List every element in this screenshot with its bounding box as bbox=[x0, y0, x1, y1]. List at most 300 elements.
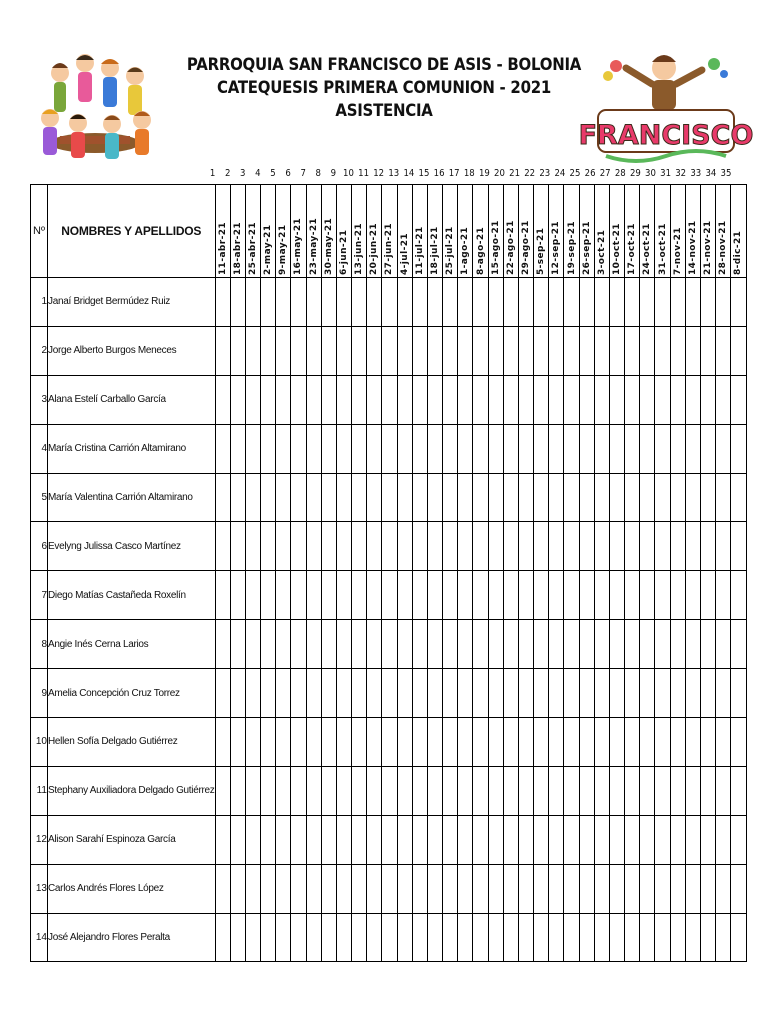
attendance-cell[interactable] bbox=[731, 913, 746, 962]
attendance-cell[interactable] bbox=[427, 375, 442, 424]
attendance-cell[interactable] bbox=[685, 913, 700, 962]
attendance-cell[interactable] bbox=[412, 669, 427, 718]
attendance-cell[interactable] bbox=[503, 473, 518, 522]
attendance-cell[interactable] bbox=[655, 620, 670, 669]
attendance-cell[interactable] bbox=[731, 473, 746, 522]
attendance-cell[interactable] bbox=[367, 669, 382, 718]
attendance-cell[interactable] bbox=[336, 913, 351, 962]
attendance-cell[interactable] bbox=[625, 522, 640, 571]
attendance-cell[interactable] bbox=[245, 326, 260, 375]
attendance-cell[interactable] bbox=[397, 718, 412, 767]
attendance-cell[interactable] bbox=[716, 326, 731, 375]
attendance-cell[interactable] bbox=[701, 473, 716, 522]
attendance-cell[interactable] bbox=[564, 326, 579, 375]
attendance-cell[interactable] bbox=[473, 864, 488, 913]
attendance-cell[interactable] bbox=[352, 864, 367, 913]
attendance-cell[interactable] bbox=[518, 864, 533, 913]
attendance-cell[interactable] bbox=[670, 278, 685, 327]
attendance-cell[interactable] bbox=[564, 473, 579, 522]
attendance-cell[interactable] bbox=[534, 522, 549, 571]
attendance-cell[interactable] bbox=[397, 571, 412, 620]
attendance-cell[interactable] bbox=[458, 815, 473, 864]
attendance-cell[interactable] bbox=[367, 522, 382, 571]
attendance-cell[interactable] bbox=[534, 815, 549, 864]
attendance-cell[interactable] bbox=[685, 326, 700, 375]
attendance-cell[interactable] bbox=[518, 278, 533, 327]
attendance-cell[interactable] bbox=[291, 620, 306, 669]
attendance-cell[interactable] bbox=[518, 913, 533, 962]
attendance-cell[interactable] bbox=[685, 815, 700, 864]
attendance-cell[interactable] bbox=[367, 473, 382, 522]
attendance-cell[interactable] bbox=[564, 620, 579, 669]
attendance-cell[interactable] bbox=[352, 913, 367, 962]
attendance-cell[interactable] bbox=[473, 718, 488, 767]
attendance-cell[interactable] bbox=[427, 571, 442, 620]
attendance-cell[interactable] bbox=[685, 473, 700, 522]
attendance-cell[interactable] bbox=[549, 424, 564, 473]
attendance-cell[interactable] bbox=[245, 278, 260, 327]
attendance-cell[interactable] bbox=[215, 718, 230, 767]
attendance-cell[interactable] bbox=[306, 473, 321, 522]
attendance-cell[interactable] bbox=[336, 473, 351, 522]
attendance-cell[interactable] bbox=[640, 522, 655, 571]
attendance-cell[interactable] bbox=[503, 375, 518, 424]
attendance-cell[interactable] bbox=[579, 571, 594, 620]
attendance-cell[interactable] bbox=[458, 375, 473, 424]
attendance-cell[interactable] bbox=[701, 620, 716, 669]
attendance-cell[interactable] bbox=[488, 473, 503, 522]
attendance-cell[interactable] bbox=[685, 571, 700, 620]
attendance-cell[interactable] bbox=[549, 375, 564, 424]
attendance-cell[interactable] bbox=[625, 375, 640, 424]
attendance-cell[interactable] bbox=[564, 424, 579, 473]
attendance-cell[interactable] bbox=[625, 571, 640, 620]
attendance-cell[interactable] bbox=[609, 473, 624, 522]
attendance-cell[interactable] bbox=[503, 620, 518, 669]
attendance-cell[interactable] bbox=[215, 424, 230, 473]
attendance-cell[interactable] bbox=[261, 766, 276, 815]
attendance-cell[interactable] bbox=[458, 864, 473, 913]
attendance-cell[interactable] bbox=[382, 571, 397, 620]
attendance-cell[interactable] bbox=[670, 571, 685, 620]
attendance-cell[interactable] bbox=[716, 278, 731, 327]
attendance-cell[interactable] bbox=[625, 766, 640, 815]
attendance-cell[interactable] bbox=[245, 815, 260, 864]
attendance-cell[interactable] bbox=[549, 278, 564, 327]
attendance-cell[interactable] bbox=[716, 571, 731, 620]
attendance-cell[interactable] bbox=[352, 718, 367, 767]
attendance-cell[interactable] bbox=[458, 278, 473, 327]
attendance-cell[interactable] bbox=[716, 815, 731, 864]
attendance-cell[interactable] bbox=[503, 571, 518, 620]
attendance-cell[interactable] bbox=[230, 718, 245, 767]
attendance-cell[interactable] bbox=[579, 375, 594, 424]
attendance-cell[interactable] bbox=[473, 913, 488, 962]
attendance-cell[interactable] bbox=[276, 522, 291, 571]
attendance-cell[interactable] bbox=[382, 326, 397, 375]
attendance-cell[interactable] bbox=[685, 766, 700, 815]
attendance-cell[interactable] bbox=[488, 766, 503, 815]
attendance-cell[interactable] bbox=[276, 913, 291, 962]
attendance-cell[interactable] bbox=[579, 620, 594, 669]
attendance-cell[interactable] bbox=[352, 669, 367, 718]
attendance-cell[interactable] bbox=[609, 669, 624, 718]
attendance-cell[interactable] bbox=[534, 375, 549, 424]
attendance-cell[interactable] bbox=[503, 913, 518, 962]
attendance-cell[interactable] bbox=[731, 669, 746, 718]
attendance-cell[interactable] bbox=[397, 424, 412, 473]
attendance-cell[interactable] bbox=[655, 473, 670, 522]
attendance-cell[interactable] bbox=[291, 326, 306, 375]
attendance-cell[interactable] bbox=[685, 278, 700, 327]
attendance-cell[interactable] bbox=[306, 669, 321, 718]
attendance-cell[interactable] bbox=[230, 571, 245, 620]
attendance-cell[interactable] bbox=[352, 815, 367, 864]
attendance-cell[interactable] bbox=[291, 278, 306, 327]
attendance-cell[interactable] bbox=[352, 424, 367, 473]
attendance-cell[interactable] bbox=[716, 913, 731, 962]
attendance-cell[interactable] bbox=[245, 620, 260, 669]
attendance-cell[interactable] bbox=[549, 571, 564, 620]
attendance-cell[interactable] bbox=[443, 375, 458, 424]
attendance-cell[interactable] bbox=[458, 326, 473, 375]
attendance-cell[interactable] bbox=[609, 620, 624, 669]
attendance-cell[interactable] bbox=[291, 815, 306, 864]
attendance-cell[interactable] bbox=[716, 718, 731, 767]
attendance-cell[interactable] bbox=[579, 669, 594, 718]
attendance-cell[interactable] bbox=[655, 522, 670, 571]
attendance-cell[interactable] bbox=[276, 571, 291, 620]
attendance-cell[interactable] bbox=[382, 864, 397, 913]
attendance-cell[interactable] bbox=[458, 571, 473, 620]
attendance-cell[interactable] bbox=[352, 620, 367, 669]
attendance-cell[interactable] bbox=[670, 669, 685, 718]
attendance-cell[interactable] bbox=[230, 766, 245, 815]
attendance-cell[interactable] bbox=[473, 326, 488, 375]
attendance-cell[interactable] bbox=[609, 522, 624, 571]
attendance-cell[interactable] bbox=[655, 864, 670, 913]
attendance-cell[interactable] bbox=[655, 669, 670, 718]
attendance-cell[interactable] bbox=[731, 766, 746, 815]
attendance-cell[interactable] bbox=[609, 571, 624, 620]
attendance-cell[interactable] bbox=[321, 522, 336, 571]
attendance-cell[interactable] bbox=[640, 669, 655, 718]
attendance-cell[interactable] bbox=[731, 864, 746, 913]
attendance-cell[interactable] bbox=[488, 278, 503, 327]
attendance-cell[interactable] bbox=[473, 522, 488, 571]
attendance-cell[interactable] bbox=[473, 375, 488, 424]
attendance-cell[interactable] bbox=[701, 571, 716, 620]
attendance-cell[interactable] bbox=[564, 815, 579, 864]
attendance-cell[interactable] bbox=[685, 864, 700, 913]
attendance-cell[interactable] bbox=[336, 669, 351, 718]
attendance-cell[interactable] bbox=[564, 669, 579, 718]
attendance-cell[interactable] bbox=[564, 571, 579, 620]
attendance-cell[interactable] bbox=[488, 620, 503, 669]
attendance-cell[interactable] bbox=[397, 669, 412, 718]
attendance-cell[interactable] bbox=[427, 473, 442, 522]
attendance-cell[interactable] bbox=[291, 571, 306, 620]
attendance-cell[interactable] bbox=[321, 620, 336, 669]
attendance-cell[interactable] bbox=[427, 815, 442, 864]
attendance-cell[interactable] bbox=[261, 278, 276, 327]
attendance-cell[interactable] bbox=[261, 669, 276, 718]
attendance-cell[interactable] bbox=[215, 620, 230, 669]
attendance-cell[interactable] bbox=[458, 913, 473, 962]
attendance-cell[interactable] bbox=[321, 864, 336, 913]
attendance-cell[interactable] bbox=[306, 815, 321, 864]
attendance-cell[interactable] bbox=[716, 424, 731, 473]
attendance-cell[interactable] bbox=[503, 278, 518, 327]
attendance-cell[interactable] bbox=[473, 473, 488, 522]
attendance-cell[interactable] bbox=[458, 473, 473, 522]
attendance-cell[interactable] bbox=[458, 620, 473, 669]
attendance-cell[interactable] bbox=[640, 620, 655, 669]
attendance-cell[interactable] bbox=[382, 473, 397, 522]
attendance-cell[interactable] bbox=[488, 424, 503, 473]
attendance-cell[interactable] bbox=[215, 766, 230, 815]
attendance-cell[interactable] bbox=[291, 375, 306, 424]
attendance-cell[interactable] bbox=[518, 815, 533, 864]
attendance-cell[interactable] bbox=[367, 278, 382, 327]
attendance-cell[interactable] bbox=[443, 326, 458, 375]
attendance-cell[interactable] bbox=[443, 766, 458, 815]
attendance-cell[interactable] bbox=[609, 913, 624, 962]
attendance-cell[interactable] bbox=[655, 718, 670, 767]
attendance-cell[interactable] bbox=[564, 522, 579, 571]
attendance-cell[interactable] bbox=[579, 913, 594, 962]
attendance-cell[interactable] bbox=[443, 718, 458, 767]
attendance-cell[interactable] bbox=[412, 864, 427, 913]
attendance-cell[interactable] bbox=[367, 620, 382, 669]
attendance-cell[interactable] bbox=[412, 913, 427, 962]
attendance-cell[interactable] bbox=[518, 718, 533, 767]
attendance-cell[interactable] bbox=[306, 278, 321, 327]
attendance-cell[interactable] bbox=[230, 864, 245, 913]
attendance-cell[interactable] bbox=[564, 766, 579, 815]
attendance-cell[interactable] bbox=[412, 424, 427, 473]
attendance-cell[interactable] bbox=[670, 766, 685, 815]
attendance-cell[interactable] bbox=[306, 913, 321, 962]
attendance-cell[interactable] bbox=[731, 815, 746, 864]
attendance-cell[interactable] bbox=[245, 571, 260, 620]
attendance-cell[interactable] bbox=[716, 864, 731, 913]
attendance-cell[interactable] bbox=[352, 571, 367, 620]
attendance-cell[interactable] bbox=[640, 718, 655, 767]
attendance-cell[interactable] bbox=[488, 718, 503, 767]
attendance-cell[interactable] bbox=[655, 424, 670, 473]
attendance-cell[interactable] bbox=[215, 815, 230, 864]
attendance-cell[interactable] bbox=[534, 424, 549, 473]
attendance-cell[interactable] bbox=[382, 815, 397, 864]
attendance-cell[interactable] bbox=[215, 913, 230, 962]
attendance-cell[interactable] bbox=[731, 571, 746, 620]
attendance-cell[interactable] bbox=[306, 571, 321, 620]
attendance-cell[interactable] bbox=[276, 766, 291, 815]
attendance-cell[interactable] bbox=[625, 718, 640, 767]
attendance-cell[interactable] bbox=[427, 913, 442, 962]
attendance-cell[interactable] bbox=[443, 522, 458, 571]
attendance-cell[interactable] bbox=[518, 522, 533, 571]
attendance-cell[interactable] bbox=[321, 815, 336, 864]
attendance-cell[interactable] bbox=[427, 864, 442, 913]
attendance-cell[interactable] bbox=[382, 669, 397, 718]
attendance-cell[interactable] bbox=[518, 669, 533, 718]
attendance-cell[interactable] bbox=[412, 718, 427, 767]
attendance-cell[interactable] bbox=[549, 669, 564, 718]
attendance-cell[interactable] bbox=[670, 718, 685, 767]
attendance-cell[interactable] bbox=[503, 669, 518, 718]
attendance-cell[interactable] bbox=[215, 571, 230, 620]
attendance-cell[interactable] bbox=[609, 278, 624, 327]
attendance-cell[interactable] bbox=[518, 473, 533, 522]
attendance-cell[interactable] bbox=[488, 815, 503, 864]
attendance-cell[interactable] bbox=[352, 375, 367, 424]
attendance-cell[interactable] bbox=[549, 913, 564, 962]
attendance-cell[interactable] bbox=[701, 718, 716, 767]
attendance-cell[interactable] bbox=[640, 815, 655, 864]
attendance-cell[interactable] bbox=[427, 326, 442, 375]
attendance-cell[interactable] bbox=[625, 620, 640, 669]
attendance-cell[interactable] bbox=[336, 278, 351, 327]
attendance-cell[interactable] bbox=[609, 375, 624, 424]
attendance-cell[interactable] bbox=[382, 913, 397, 962]
attendance-cell[interactable] bbox=[670, 473, 685, 522]
attendance-cell[interactable] bbox=[215, 473, 230, 522]
attendance-cell[interactable] bbox=[609, 326, 624, 375]
attendance-cell[interactable] bbox=[397, 864, 412, 913]
attendance-cell[interactable] bbox=[306, 326, 321, 375]
attendance-cell[interactable] bbox=[336, 815, 351, 864]
attendance-cell[interactable] bbox=[488, 326, 503, 375]
attendance-cell[interactable] bbox=[367, 766, 382, 815]
attendance-cell[interactable] bbox=[549, 718, 564, 767]
attendance-cell[interactable] bbox=[625, 424, 640, 473]
attendance-cell[interactable] bbox=[594, 913, 609, 962]
attendance-cell[interactable] bbox=[352, 766, 367, 815]
attendance-cell[interactable] bbox=[640, 375, 655, 424]
attendance-cell[interactable] bbox=[625, 669, 640, 718]
attendance-cell[interactable] bbox=[640, 278, 655, 327]
attendance-cell[interactable] bbox=[518, 766, 533, 815]
attendance-cell[interactable] bbox=[609, 864, 624, 913]
attendance-cell[interactable] bbox=[230, 522, 245, 571]
attendance-cell[interactable] bbox=[625, 913, 640, 962]
attendance-cell[interactable] bbox=[701, 669, 716, 718]
attendance-cell[interactable] bbox=[261, 718, 276, 767]
attendance-cell[interactable] bbox=[594, 669, 609, 718]
attendance-cell[interactable] bbox=[261, 913, 276, 962]
attendance-cell[interactable] bbox=[427, 669, 442, 718]
attendance-cell[interactable] bbox=[473, 815, 488, 864]
attendance-cell[interactable] bbox=[594, 620, 609, 669]
attendance-cell[interactable] bbox=[291, 913, 306, 962]
attendance-cell[interactable] bbox=[458, 522, 473, 571]
attendance-cell[interactable] bbox=[701, 864, 716, 913]
attendance-cell[interactable] bbox=[352, 278, 367, 327]
attendance-cell[interactable] bbox=[412, 766, 427, 815]
attendance-cell[interactable] bbox=[443, 424, 458, 473]
attendance-cell[interactable] bbox=[276, 718, 291, 767]
attendance-cell[interactable] bbox=[503, 522, 518, 571]
attendance-cell[interactable] bbox=[655, 571, 670, 620]
attendance-cell[interactable] bbox=[306, 375, 321, 424]
attendance-cell[interactable] bbox=[443, 913, 458, 962]
attendance-cell[interactable] bbox=[655, 278, 670, 327]
attendance-cell[interactable] bbox=[367, 326, 382, 375]
attendance-cell[interactable] bbox=[245, 766, 260, 815]
attendance-cell[interactable] bbox=[685, 522, 700, 571]
attendance-cell[interactable] bbox=[670, 815, 685, 864]
attendance-cell[interactable] bbox=[245, 718, 260, 767]
attendance-cell[interactable] bbox=[321, 424, 336, 473]
attendance-cell[interactable] bbox=[321, 766, 336, 815]
attendance-cell[interactable] bbox=[655, 375, 670, 424]
attendance-cell[interactable] bbox=[594, 815, 609, 864]
attendance-cell[interactable] bbox=[701, 326, 716, 375]
attendance-cell[interactable] bbox=[291, 473, 306, 522]
attendance-cell[interactable] bbox=[640, 864, 655, 913]
attendance-cell[interactable] bbox=[655, 326, 670, 375]
attendance-cell[interactable] bbox=[336, 522, 351, 571]
attendance-cell[interactable] bbox=[549, 522, 564, 571]
attendance-cell[interactable] bbox=[670, 375, 685, 424]
attendance-cell[interactable] bbox=[579, 815, 594, 864]
attendance-cell[interactable] bbox=[336, 864, 351, 913]
attendance-cell[interactable] bbox=[534, 669, 549, 718]
attendance-cell[interactable] bbox=[534, 913, 549, 962]
attendance-cell[interactable] bbox=[230, 620, 245, 669]
attendance-cell[interactable] bbox=[382, 278, 397, 327]
attendance-cell[interactable] bbox=[518, 326, 533, 375]
attendance-cell[interactable] bbox=[412, 815, 427, 864]
attendance-cell[interactable] bbox=[291, 718, 306, 767]
attendance-cell[interactable] bbox=[291, 522, 306, 571]
attendance-cell[interactable] bbox=[230, 473, 245, 522]
attendance-cell[interactable] bbox=[488, 375, 503, 424]
attendance-cell[interactable] bbox=[276, 326, 291, 375]
attendance-cell[interactable] bbox=[367, 864, 382, 913]
attendance-cell[interactable] bbox=[382, 620, 397, 669]
attendance-cell[interactable] bbox=[579, 864, 594, 913]
attendance-cell[interactable] bbox=[443, 864, 458, 913]
attendance-cell[interactable] bbox=[458, 424, 473, 473]
attendance-cell[interactable] bbox=[321, 571, 336, 620]
attendance-cell[interactable] bbox=[261, 473, 276, 522]
attendance-cell[interactable] bbox=[625, 326, 640, 375]
attendance-cell[interactable] bbox=[518, 424, 533, 473]
attendance-cell[interactable] bbox=[518, 375, 533, 424]
attendance-cell[interactable] bbox=[427, 766, 442, 815]
attendance-cell[interactable] bbox=[427, 424, 442, 473]
attendance-cell[interactable] bbox=[716, 375, 731, 424]
attendance-cell[interactable] bbox=[367, 913, 382, 962]
attendance-cell[interactable] bbox=[473, 424, 488, 473]
attendance-cell[interactable] bbox=[534, 473, 549, 522]
attendance-cell[interactable] bbox=[731, 424, 746, 473]
attendance-cell[interactable] bbox=[397, 766, 412, 815]
attendance-cell[interactable] bbox=[397, 375, 412, 424]
attendance-cell[interactable] bbox=[670, 913, 685, 962]
attendance-cell[interactable] bbox=[625, 815, 640, 864]
attendance-cell[interactable] bbox=[261, 620, 276, 669]
attendance-cell[interactable] bbox=[336, 718, 351, 767]
attendance-cell[interactable] bbox=[670, 424, 685, 473]
attendance-cell[interactable] bbox=[367, 375, 382, 424]
attendance-cell[interactable] bbox=[685, 718, 700, 767]
attendance-cell[interactable] bbox=[276, 278, 291, 327]
attendance-cell[interactable] bbox=[443, 278, 458, 327]
